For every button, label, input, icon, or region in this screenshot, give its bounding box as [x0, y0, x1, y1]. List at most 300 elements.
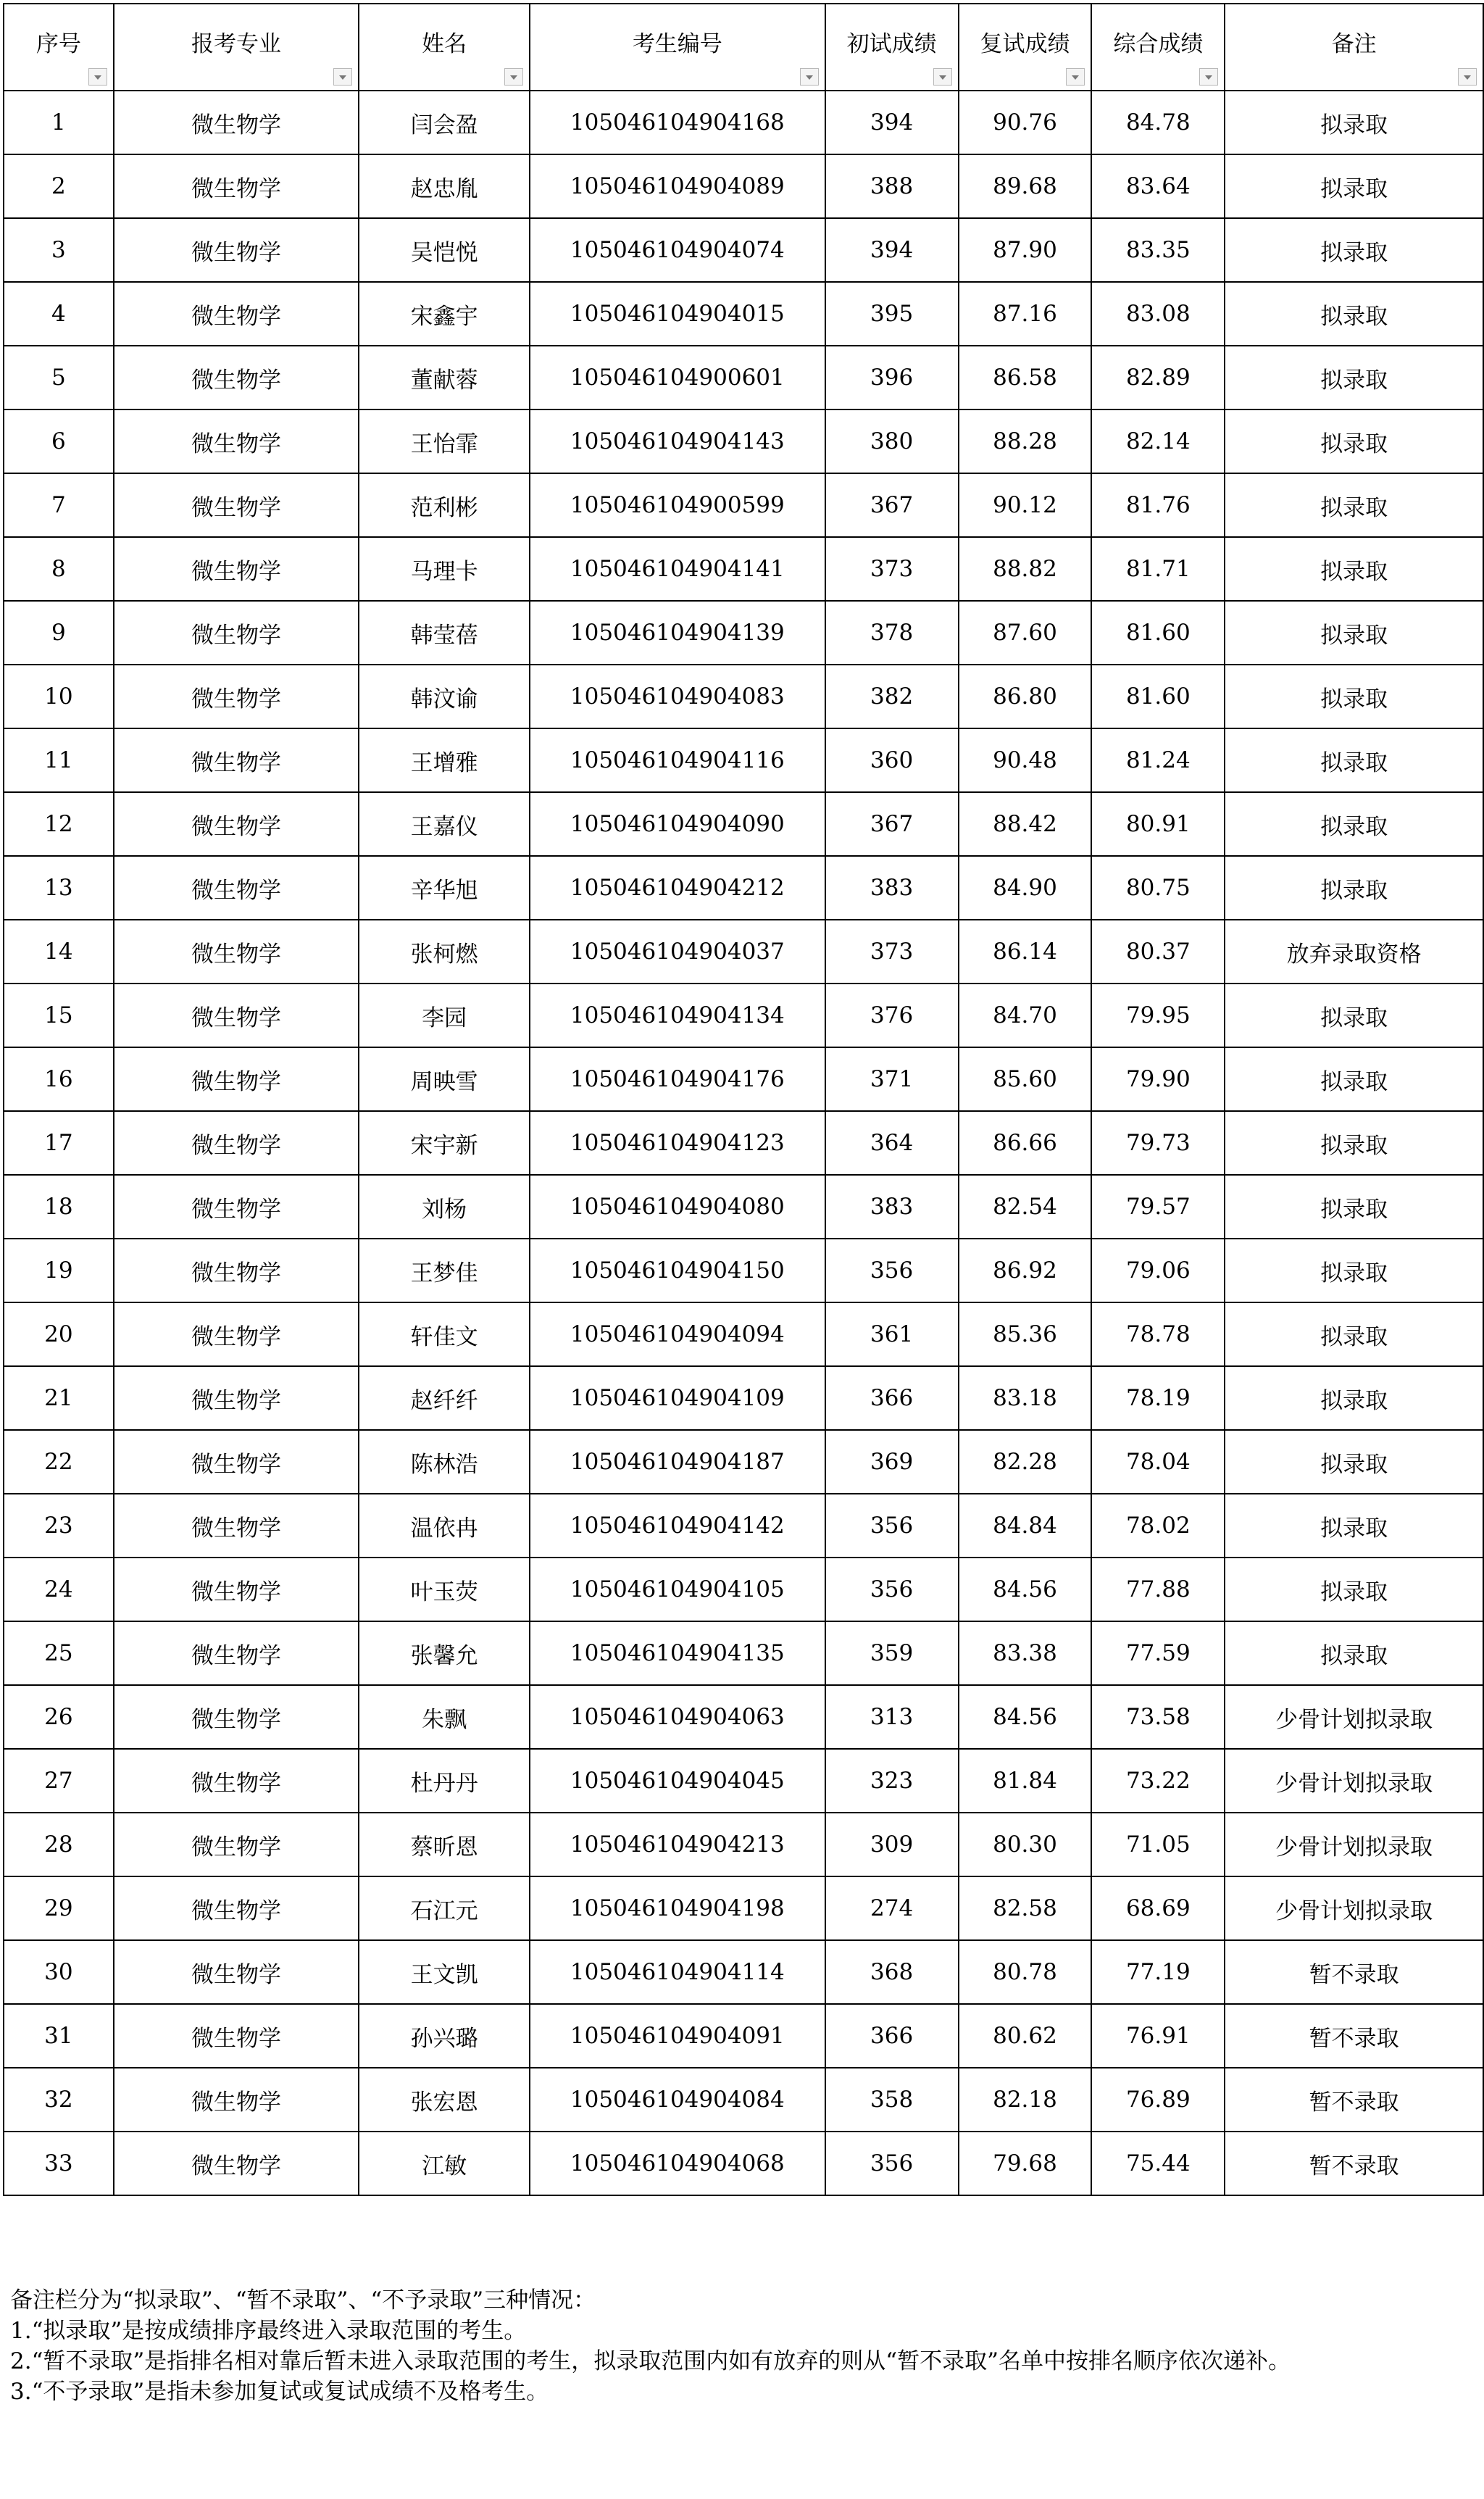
- cell-candidate-id: 105046104900599: [530, 473, 825, 537]
- filter-dropdown-icon[interactable]: [88, 68, 107, 86]
- cell-remarks: 放弃录取资格: [1225, 920, 1483, 984]
- cell-candidate-id: 105046104904213: [530, 1813, 825, 1876]
- cell-major: 微生物学: [114, 91, 359, 154]
- cell-seq: 11: [4, 728, 114, 792]
- cell-total-score: 80.75: [1091, 856, 1225, 920]
- cell-prelim-score: 274: [825, 1876, 959, 1940]
- cell-remarks: 拟录取: [1225, 856, 1483, 920]
- filter-dropdown-icon[interactable]: [933, 68, 952, 86]
- cell-name: 朱飘: [359, 1685, 530, 1749]
- cell-total-score: 80.37: [1091, 920, 1225, 984]
- cell-name: 张柯燃: [359, 920, 530, 984]
- cell-name: 韩莹蓓: [359, 601, 530, 665]
- cell-candidate-id: 105046104904084: [530, 2068, 825, 2132]
- cell-candidate-id: 105046104904094: [530, 1302, 825, 1366]
- cell-total-score: 78.02: [1091, 1494, 1225, 1558]
- cell-remarks: 拟录取: [1225, 792, 1483, 856]
- cell-retest-score: 79.68: [959, 2132, 1092, 2195]
- table-row: [4, 1494, 1483, 1558]
- cell-candidate-id: 105046104904091: [530, 2004, 825, 2068]
- cell-candidate-id: 105046104904123: [530, 1111, 825, 1175]
- cell-total-score: 76.91: [1091, 2004, 1225, 2068]
- cell-total-score: 81.24: [1091, 728, 1225, 792]
- cell-remarks: 拟录取: [1225, 409, 1483, 473]
- cell-remarks: 拟录取: [1225, 1239, 1483, 1302]
- cell-candidate-id: 105046104904212: [530, 856, 825, 920]
- cell-major: 微生物学: [114, 154, 359, 218]
- table-row: [4, 1175, 1483, 1239]
- cell-retest-score: 86.66: [959, 1111, 1092, 1175]
- cell-seq: 6: [4, 409, 114, 473]
- cell-seq: 29: [4, 1876, 114, 1940]
- cell-total-score: 79.73: [1091, 1111, 1225, 1175]
- cell-seq: 5: [4, 346, 114, 409]
- cell-seq: 2: [4, 154, 114, 218]
- cell-prelim-score: 356: [825, 1494, 959, 1558]
- cell-total-score: 83.35: [1091, 218, 1225, 282]
- cell-remarks: 拟录取: [1225, 1430, 1483, 1494]
- cell-seq: 30: [4, 1940, 114, 2004]
- cell-major: 微生物学: [114, 665, 359, 728]
- cell-seq: 8: [4, 537, 114, 601]
- cell-name: 王增雅: [359, 728, 530, 792]
- cell-seq: 33: [4, 2132, 114, 2195]
- cell-total-score: 73.22: [1091, 1749, 1225, 1813]
- cell-candidate-id: 105046104904090: [530, 792, 825, 856]
- cell-remarks: 拟录取: [1225, 1047, 1483, 1111]
- cell-total-score: 68.69: [1091, 1876, 1225, 1940]
- cell-major: 微生物学: [114, 1494, 359, 1558]
- cell-retest-score: 83.18: [959, 1366, 1092, 1430]
- cell-major: 微生物学: [114, 984, 359, 1047]
- cell-remarks: 拟录取: [1225, 473, 1483, 537]
- cell-total-score: 77.59: [1091, 1621, 1225, 1685]
- table-row: [4, 1047, 1483, 1111]
- cell-major: 微生物学: [114, 1302, 359, 1366]
- cell-seq: 31: [4, 2004, 114, 2068]
- cell-prelim-score: 356: [825, 2132, 959, 2195]
- cell-prelim-score: 369: [825, 1430, 959, 1494]
- cell-seq: 19: [4, 1239, 114, 1302]
- table-row: [4, 154, 1483, 218]
- admission-table: [3, 3, 1484, 2196]
- cell-total-score: 82.14: [1091, 409, 1225, 473]
- cell-remarks: 拟录取: [1225, 1366, 1483, 1430]
- cell-seq: 24: [4, 1558, 114, 1621]
- cell-candidate-id: 105046104900601: [530, 346, 825, 409]
- cell-retest-score: 88.42: [959, 792, 1092, 856]
- cell-name: 韩汶谕: [359, 665, 530, 728]
- cell-name: 陈林浩: [359, 1430, 530, 1494]
- cell-major: 微生物学: [114, 1239, 359, 1302]
- cell-remarks: 拟录取: [1225, 1175, 1483, 1239]
- cell-retest-score: 80.78: [959, 1940, 1092, 2004]
- cell-total-score: 79.57: [1091, 1175, 1225, 1239]
- cell-prelim-score: 367: [825, 792, 959, 856]
- cell-seq: 21: [4, 1366, 114, 1430]
- cell-name: 马理卡: [359, 537, 530, 601]
- cell-name: 温依冉: [359, 1494, 530, 1558]
- table-row: [4, 920, 1483, 984]
- table-row: [4, 1940, 1483, 2004]
- cell-prelim-score: 376: [825, 984, 959, 1047]
- filter-dropdown-icon[interactable]: [504, 68, 523, 86]
- header-label: 备注: [1331, 30, 1377, 57]
- cell-remarks: 拟录取: [1225, 1621, 1483, 1685]
- cell-total-score: 76.89: [1091, 2068, 1225, 2132]
- cell-name: 江敏: [359, 2132, 530, 2195]
- cell-candidate-id: 105046104904074: [530, 218, 825, 282]
- cell-seq: 4: [4, 282, 114, 346]
- cell-remarks: 拟录取: [1225, 1111, 1483, 1175]
- cell-seq: 13: [4, 856, 114, 920]
- cell-major: 微生物学: [114, 2132, 359, 2195]
- cell-candidate-id: 105046104904080: [530, 1175, 825, 1239]
- cell-seq: 18: [4, 1175, 114, 1239]
- table-row: [4, 1685, 1483, 1749]
- cell-retest-score: 88.82: [959, 537, 1092, 601]
- cell-prelim-score: 382: [825, 665, 959, 728]
- cell-seq: 15: [4, 984, 114, 1047]
- cell-retest-score: 81.84: [959, 1749, 1092, 1813]
- header-major: [114, 4, 359, 91]
- cell-total-score: 78.19: [1091, 1366, 1225, 1430]
- table-row: [4, 2004, 1483, 2068]
- table-row: [4, 1813, 1483, 1876]
- cell-candidate-id: 105046104904063: [530, 1685, 825, 1749]
- cell-prelim-score: 356: [825, 1558, 959, 1621]
- cell-remarks: 拟录取: [1225, 346, 1483, 409]
- cell-retest-score: 80.62: [959, 2004, 1092, 2068]
- cell-total-score: 81.71: [1091, 537, 1225, 601]
- cell-candidate-id: 105046104904045: [530, 1749, 825, 1813]
- cell-remarks: 暂不录取: [1225, 2068, 1483, 2132]
- cell-name: 孙兴璐: [359, 2004, 530, 2068]
- cell-retest-score: 87.90: [959, 218, 1092, 282]
- header-prelim-score: [825, 4, 959, 91]
- table-row: [4, 984, 1483, 1047]
- header-row: [4, 4, 1483, 91]
- cell-total-score: 81.76: [1091, 473, 1225, 537]
- cell-total-score: 78.78: [1091, 1302, 1225, 1366]
- cell-candidate-id: 105046104904105: [530, 1558, 825, 1621]
- cell-retest-score: 85.60: [959, 1047, 1092, 1111]
- cell-candidate-id: 105046104904068: [530, 2132, 825, 2195]
- cell-prelim-score: 309: [825, 1813, 959, 1876]
- cell-major: 微生物学: [114, 1558, 359, 1621]
- header-label: 报考专业: [191, 30, 282, 57]
- cell-seq: 26: [4, 1685, 114, 1749]
- cell-name: 杜丹丹: [359, 1749, 530, 1813]
- cell-prelim-score: 361: [825, 1302, 959, 1366]
- cell-candidate-id: 105046104904198: [530, 1876, 825, 1940]
- cell-total-score: 80.91: [1091, 792, 1225, 856]
- cell-name: 叶玉荧: [359, 1558, 530, 1621]
- cell-candidate-id: 105046104904143: [530, 409, 825, 473]
- cell-retest-score: 88.28: [959, 409, 1092, 473]
- table-row: [4, 1111, 1483, 1175]
- cell-remarks: 拟录取: [1225, 1494, 1483, 1558]
- table-row: [4, 1302, 1483, 1366]
- cell-candidate-id: 105046104904114: [530, 1940, 825, 2004]
- cell-retest-score: 84.84: [959, 1494, 1092, 1558]
- note-1: 1.“拟录取”是按成绩排序最终进入录取范围的考生。: [10, 2318, 527, 2344]
- cell-name: 赵忠胤: [359, 154, 530, 218]
- table-row: [4, 409, 1483, 473]
- cell-prelim-score: 358: [825, 2068, 959, 2132]
- header-label: 姓名: [422, 30, 467, 57]
- cell-major: 微生物学: [114, 346, 359, 409]
- cell-name: 张宏恩: [359, 2068, 530, 2132]
- cell-prelim-score: 383: [825, 1175, 959, 1239]
- header-retest-score: [959, 4, 1092, 91]
- cell-seq: 9: [4, 601, 114, 665]
- cell-remarks: 拟录取: [1225, 728, 1483, 792]
- cell-name: 张馨允: [359, 1621, 530, 1685]
- notes: [10, 2285, 1474, 2407]
- cell-seq: 28: [4, 1813, 114, 1876]
- cell-total-score: 77.19: [1091, 1940, 1225, 2004]
- cell-retest-score: 84.70: [959, 984, 1092, 1047]
- cell-major: 微生物学: [114, 1749, 359, 1813]
- cell-candidate-id: 105046104904139: [530, 601, 825, 665]
- table-row: [4, 856, 1483, 920]
- table-row: [4, 1876, 1483, 1940]
- cell-major: 微生物学: [114, 537, 359, 601]
- cell-seq: 32: [4, 2068, 114, 2132]
- cell-total-score: 77.88: [1091, 1558, 1225, 1621]
- cell-candidate-id: 105046104904015: [530, 282, 825, 346]
- cell-prelim-score: 396: [825, 346, 959, 409]
- header-label: 序号: [36, 30, 81, 57]
- cell-retest-score: 86.92: [959, 1239, 1092, 1302]
- filter-dropdown-icon[interactable]: [1199, 68, 1218, 86]
- cell-major: 微生物学: [114, 728, 359, 792]
- table-row: [4, 1366, 1483, 1430]
- cell-name: 辛华旭: [359, 856, 530, 920]
- cell-prelim-score: 378: [825, 601, 959, 665]
- cell-seq: 10: [4, 665, 114, 728]
- cell-remarks: 拟录取: [1225, 1302, 1483, 1366]
- cell-major: 微生物学: [114, 218, 359, 282]
- cell-name: 周映雪: [359, 1047, 530, 1111]
- cell-total-score: 81.60: [1091, 601, 1225, 665]
- cell-seq: 14: [4, 920, 114, 984]
- cell-retest-score: 83.38: [959, 1621, 1092, 1685]
- cell-retest-score: 84.90: [959, 856, 1092, 920]
- cell-total-score: 73.58: [1091, 1685, 1225, 1749]
- header-label: 综合成绩: [1113, 30, 1204, 57]
- cell-major: 微生物学: [114, 601, 359, 665]
- cell-retest-score: 80.30: [959, 1813, 1092, 1876]
- cell-prelim-score: 323: [825, 1749, 959, 1813]
- header-remarks: [1225, 4, 1483, 91]
- table-row: [4, 473, 1483, 537]
- header-candidate-id: [530, 4, 825, 91]
- cell-seq: 20: [4, 1302, 114, 1366]
- note-3: 3.“不予录取”是指未参加复试或复试成绩不及格考生。: [10, 2379, 549, 2405]
- cell-remarks: 拟录取: [1225, 154, 1483, 218]
- cell-total-score: 75.44: [1091, 2132, 1225, 2195]
- cell-major: 微生物学: [114, 2004, 359, 2068]
- cell-remarks: 暂不录取: [1225, 1940, 1483, 2004]
- header-label: 考生编号: [632, 30, 722, 57]
- cell-remarks: 拟录取: [1225, 218, 1483, 282]
- cell-seq: 17: [4, 1111, 114, 1175]
- header-total-score: [1091, 4, 1225, 91]
- cell-remarks: 暂不录取: [1225, 2132, 1483, 2195]
- cell-name: 王嘉仪: [359, 792, 530, 856]
- filter-dropdown-icon[interactable]: [800, 68, 819, 86]
- cell-remarks: 少骨计划拟录取: [1225, 1813, 1483, 1876]
- table-row: [4, 2132, 1483, 2195]
- cell-seq: 23: [4, 1494, 114, 1558]
- cell-retest-score: 89.68: [959, 154, 1092, 218]
- cell-retest-score: 85.36: [959, 1302, 1092, 1366]
- cell-candidate-id: 105046104904083: [530, 665, 825, 728]
- cell-retest-score: 86.80: [959, 665, 1092, 728]
- cell-total-score: 79.90: [1091, 1047, 1225, 1111]
- table-row: [4, 91, 1483, 154]
- cell-name: 王梦佳: [359, 1239, 530, 1302]
- cell-name: 董献蓉: [359, 346, 530, 409]
- table-row: [4, 1749, 1483, 1813]
- cell-major: 微生物学: [114, 282, 359, 346]
- cell-candidate-id: 105046104904176: [530, 1047, 825, 1111]
- cell-prelim-score: 395: [825, 282, 959, 346]
- filter-dropdown-icon[interactable]: [333, 68, 352, 86]
- cell-retest-score: 86.14: [959, 920, 1092, 984]
- cell-remarks: 拟录取: [1225, 665, 1483, 728]
- table-body: [4, 91, 1483, 2195]
- cell-remarks: 少骨计划拟录取: [1225, 1685, 1483, 1749]
- header-seq: [4, 4, 114, 91]
- cell-major: 微生物学: [114, 1685, 359, 1749]
- cell-seq: 3: [4, 218, 114, 282]
- cell-prelim-score: 388: [825, 154, 959, 218]
- cell-retest-score: 84.56: [959, 1685, 1092, 1749]
- table-row: [4, 665, 1483, 728]
- table-row: [4, 537, 1483, 601]
- cell-candidate-id: 105046104904134: [530, 984, 825, 1047]
- cell-name: 李园: [359, 984, 530, 1047]
- filter-dropdown-icon[interactable]: [1458, 68, 1477, 86]
- cell-candidate-id: 105046104904187: [530, 1430, 825, 1494]
- cell-candidate-id: 105046104904142: [530, 1494, 825, 1558]
- cell-name: 石江元: [359, 1876, 530, 1940]
- cell-total-score: 83.08: [1091, 282, 1225, 346]
- cell-total-score: 83.64: [1091, 154, 1225, 218]
- cell-candidate-id: 105046104904168: [530, 91, 825, 154]
- cell-name: 刘杨: [359, 1175, 530, 1239]
- cell-seq: 12: [4, 792, 114, 856]
- cell-name: 宋宇新: [359, 1111, 530, 1175]
- cell-prelim-score: 373: [825, 537, 959, 601]
- cell-name: 王文凯: [359, 1940, 530, 2004]
- cell-retest-score: 82.54: [959, 1175, 1092, 1239]
- cell-retest-score: 87.60: [959, 601, 1092, 665]
- cell-remarks: 拟录取: [1225, 1558, 1483, 1621]
- cell-prelim-score: 394: [825, 218, 959, 282]
- cell-candidate-id: 105046104904150: [530, 1239, 825, 1302]
- cell-major: 微生物学: [114, 856, 359, 920]
- cell-seq: 16: [4, 1047, 114, 1111]
- cell-prelim-score: 366: [825, 1366, 959, 1430]
- cell-major: 微生物学: [114, 1621, 359, 1685]
- cell-total-score: 79.95: [1091, 984, 1225, 1047]
- cell-prelim-score: 383: [825, 856, 959, 920]
- cell-remarks: 暂不录取: [1225, 2004, 1483, 2068]
- table-row: [4, 218, 1483, 282]
- cell-seq: 7: [4, 473, 114, 537]
- cell-candidate-id: 105046104904109: [530, 1366, 825, 1430]
- cell-major: 微生物学: [114, 2068, 359, 2132]
- cell-remarks: 拟录取: [1225, 91, 1483, 154]
- cell-prelim-score: 364: [825, 1111, 959, 1175]
- cell-seq: 27: [4, 1749, 114, 1813]
- cell-candidate-id: 105046104904089: [530, 154, 825, 218]
- cell-prelim-score: 380: [825, 409, 959, 473]
- cell-prelim-score: 360: [825, 728, 959, 792]
- cell-total-score: 84.78: [1091, 91, 1225, 154]
- cell-total-score: 78.04: [1091, 1430, 1225, 1494]
- cell-remarks: 拟录取: [1225, 537, 1483, 601]
- cell-seq: 22: [4, 1430, 114, 1494]
- cell-retest-score: 87.16: [959, 282, 1092, 346]
- cell-prelim-score: 313: [825, 1685, 959, 1749]
- cell-name: 宋鑫宇: [359, 282, 530, 346]
- cell-total-score: 82.89: [1091, 346, 1225, 409]
- cell-major: 微生物学: [114, 1366, 359, 1430]
- cell-retest-score: 90.76: [959, 91, 1092, 154]
- cell-seq: 1: [4, 91, 114, 154]
- cell-remarks: 拟录取: [1225, 984, 1483, 1047]
- cell-name: 王怡霏: [359, 409, 530, 473]
- cell-prelim-score: 367: [825, 473, 959, 537]
- table-row: [4, 1558, 1483, 1621]
- cell-major: 微生物学: [114, 409, 359, 473]
- header-name: [359, 4, 530, 91]
- cell-prelim-score: 394: [825, 91, 959, 154]
- cell-retest-score: 86.58: [959, 346, 1092, 409]
- filter-dropdown-icon[interactable]: [1066, 68, 1085, 86]
- cell-remarks: 少骨计划拟录取: [1225, 1749, 1483, 1813]
- cell-major: 微生物学: [114, 1813, 359, 1876]
- cell-major: 微生物学: [114, 1175, 359, 1239]
- cell-prelim-score: 373: [825, 920, 959, 984]
- cell-retest-score: 90.12: [959, 473, 1092, 537]
- table-row: [4, 346, 1483, 409]
- cell-retest-score: 82.18: [959, 2068, 1092, 2132]
- cell-prelim-score: 368: [825, 1940, 959, 2004]
- cell-name: 吴恺悦: [359, 218, 530, 282]
- table-row: [4, 728, 1483, 792]
- cell-name: 赵纤纤: [359, 1366, 530, 1430]
- cell-major: 微生物学: [114, 1047, 359, 1111]
- cell-total-score: 81.60: [1091, 665, 1225, 728]
- cell-retest-score: 82.58: [959, 1876, 1092, 1940]
- cell-prelim-score: 371: [825, 1047, 959, 1111]
- cell-remarks: 少骨计划拟录取: [1225, 1876, 1483, 1940]
- table-row: [4, 2068, 1483, 2132]
- cell-major: 微生物学: [114, 1430, 359, 1494]
- cell-retest-score: 82.28: [959, 1430, 1092, 1494]
- cell-prelim-score: 359: [825, 1621, 959, 1685]
- cell-major: 微生物学: [114, 473, 359, 537]
- table-row: [4, 792, 1483, 856]
- cell-major: 微生物学: [114, 1876, 359, 1940]
- cell-retest-score: 84.56: [959, 1558, 1092, 1621]
